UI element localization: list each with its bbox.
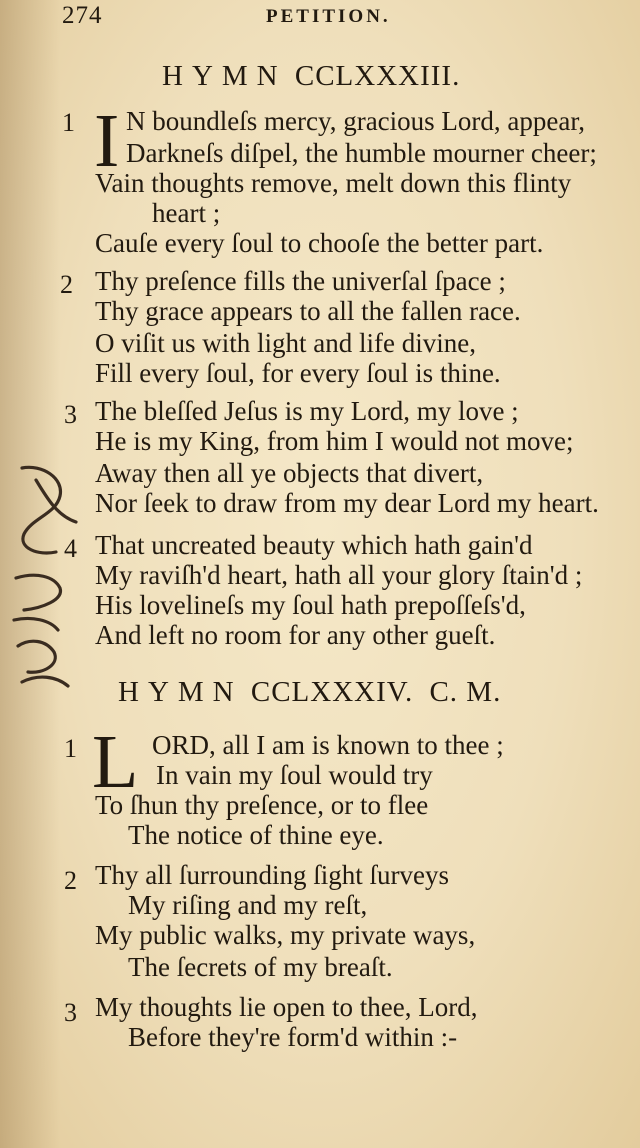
verse-line: Away then all ye objects that divert,: [95, 458, 484, 488]
verse-line: Thy all ſurrounding ſight ſurveys: [95, 860, 449, 890]
verse-line: And left no room for any other gueſt.: [95, 620, 496, 650]
drop-cap: L: [92, 720, 139, 804]
hymn-title-number: CCLXXXIV.: [250, 676, 414, 708]
verse-line: The ſecrets of my breaſt.: [128, 952, 393, 982]
handwritten-margin-note: [2, 460, 92, 690]
verse-line: Darkneſs diſpel, the humble mourner cheer;: [126, 138, 597, 168]
running-title: PETITION.: [266, 6, 391, 27]
stanza-number: 1: [62, 108, 75, 137]
hymn-meter: C. M.: [429, 676, 502, 708]
verse-line: N boundleſs mercy, gracious Lord, appear,: [126, 106, 586, 136]
stanza-number: 3: [64, 998, 77, 1027]
verse-line: Vain thoughts remove, melt down this flinty: [95, 168, 572, 198]
verse-line: To ſhun thy preſence, or to flee: [95, 790, 429, 820]
verse-line: Thy preſence fills the univerſal ſpace ;: [95, 266, 506, 296]
hymn-title-word: HYMN: [118, 676, 243, 708]
verse-line: Cauſe every ſoul to chooſe the better part.: [95, 228, 544, 258]
hymn-title: [162, 60, 460, 93]
verse-line: Fill every ſoul, for every ſoul is thine.: [95, 358, 501, 388]
page-number: 274: [62, 2, 103, 29]
drop-cap: I: [94, 99, 120, 183]
verse-line: My riſing and my reſt,: [128, 890, 368, 920]
verse-line: O viſit us with light and life divine,: [95, 328, 476, 358]
verse-line: ORD, all I am is known to thee ;: [152, 730, 504, 760]
running-head: [0, 2, 640, 32]
hymn-title-number: CCLXXXIII.: [294, 60, 461, 92]
stanza-number: 1: [64, 734, 77, 763]
hymn-title-word: HYMN: [162, 60, 287, 92]
verse-line: My thoughts lie open to thee, Lord,: [95, 992, 478, 1022]
stanza-number: 2: [60, 270, 73, 299]
verse-line: The bleſſed Jeſus is my Lord, my love ;: [95, 396, 519, 426]
verse-line: Nor ſeek to draw from my dear Lord my heart.: [95, 488, 599, 518]
verse-line: He is my King, from him I would not move;: [95, 426, 574, 456]
stanza-number: 3: [64, 400, 77, 429]
verse-line: The notice of thine eye.: [128, 820, 384, 850]
verse-line: My public walks, my private ways,: [95, 920, 476, 950]
verse-line: That uncreated beauty which hath gain'd: [95, 530, 533, 560]
stanza-number: 2: [64, 866, 77, 895]
verse-line: My raviſh'd heart, hath all your glory ſtain'd ;: [95, 560, 583, 590]
verse-line: His lovelineſs my ſoul hath prepoſſeſs'd,: [95, 590, 526, 620]
stanza-number: 4: [64, 534, 77, 563]
verse-line: Before they're form'd within :-: [128, 1022, 458, 1052]
hymn-title: [118, 676, 501, 709]
verse-line: In vain my ſoul would try: [156, 760, 433, 790]
verse-line: Thy grace appears to all the fallen race.: [95, 296, 521, 326]
verse-line: heart ;: [152, 198, 221, 228]
